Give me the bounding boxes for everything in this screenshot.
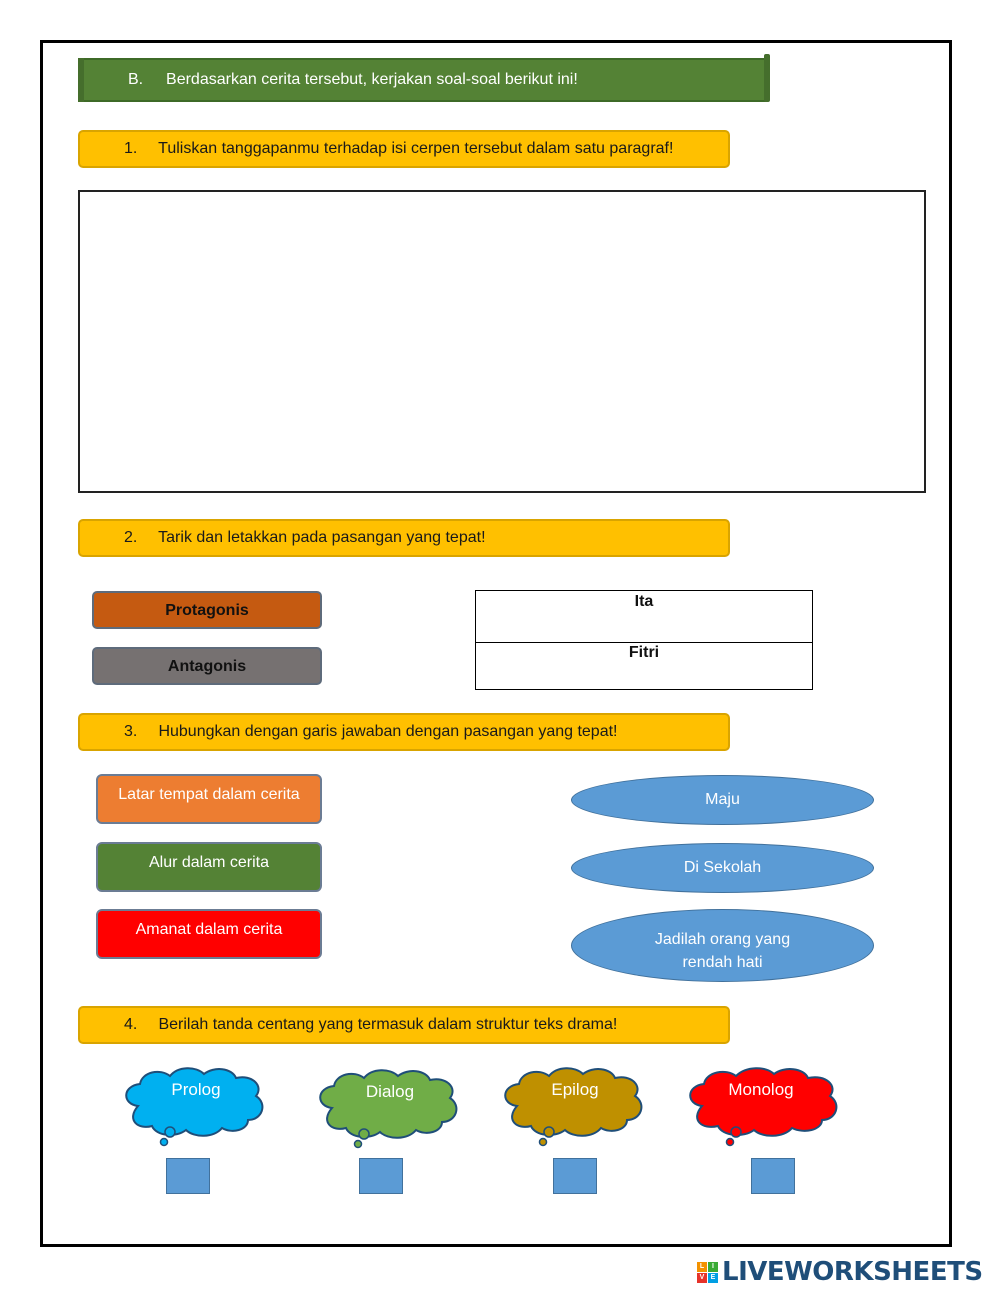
checkbox-epilog[interactable] (553, 1158, 597, 1194)
drop-target-label: Fitri (628, 644, 660, 661)
match-right-amanat-answer[interactable] (571, 909, 874, 982)
checkbox-monolog[interactable] (751, 1158, 795, 1194)
drop-target-ita[interactable] (476, 591, 812, 643)
question-text: Tarik dan letakkan pada pasangan yang tepat! (158, 529, 486, 546)
drop-target-table (475, 590, 813, 690)
thought-bubble-dialog (310, 1066, 470, 1156)
match-label: Amanat dalam cerita (135, 921, 283, 938)
match-label: Maju (705, 791, 740, 808)
question-text: Berilah tanda centang yang termasuk dalam struktur teks drama! (158, 1016, 618, 1033)
thought-bubble-monolog (680, 1064, 850, 1154)
question-number: 4. (124, 1016, 138, 1033)
section-b-letter: B. (128, 71, 144, 88)
match-right-maju[interactable] (571, 775, 874, 825)
checkbox-dialog[interactable] (359, 1158, 403, 1194)
drag-item-protagonis[interactable] (92, 591, 322, 629)
match-label-line2: rendah hati (682, 954, 763, 971)
question-2-banner (78, 519, 730, 557)
drag-item-antagonis[interactable] (92, 647, 322, 685)
match-label: Di Sekolah (683, 859, 762, 876)
question-1-banner (78, 130, 730, 168)
question-3-banner (78, 713, 730, 751)
match-left-alur[interactable] (96, 842, 322, 892)
match-left-amanat[interactable] (96, 909, 322, 959)
question-number: 2. (124, 529, 138, 546)
question-text: Hubungkan dengan garis jawaban dengan pasangan yang tepat! (158, 723, 618, 740)
section-b-banner (78, 58, 768, 102)
match-label: Alur dalam cerita (148, 854, 270, 871)
question-text: Tuliskan tanggapanmu terhadap isi cerpen tersebut dalam satu paragraf! (158, 140, 674, 157)
cloud-label: Monolog (728, 1080, 794, 1099)
cloud-label: Epilog (551, 1080, 599, 1099)
cloud-label: Prolog (171, 1080, 221, 1099)
cloud-icon (495, 1064, 655, 1154)
thought-bubble-epilog (495, 1064, 655, 1154)
match-label: Latar tempat dalam cerita (118, 786, 300, 803)
drag-item-label: Protagonis (165, 602, 249, 619)
cloud-icon (310, 1066, 470, 1156)
logo-text: LIVEWORKSHEETS (722, 1257, 983, 1287)
match-right-di-sekolah[interactable] (571, 843, 874, 893)
liveworksheets-logo (697, 1258, 983, 1286)
section-b-text: Berdasarkan cerita tersebut, kerjakan soal-soal berikut ini! (166, 71, 578, 88)
thought-bubble-prolog (116, 1064, 276, 1154)
question-number: 3. (124, 723, 138, 740)
question-4-banner (78, 1006, 730, 1044)
q1-answer-textarea[interactable] (78, 190, 926, 493)
match-label: Jadilah orang yang (654, 931, 791, 948)
question-number: 1. (124, 140, 138, 157)
cloud-icon (680, 1064, 850, 1154)
drop-target-fitri[interactable] (476, 642, 812, 690)
drop-target-label: Ita (634, 593, 654, 610)
checkbox-prolog[interactable] (166, 1158, 210, 1194)
cloud-icon (116, 1064, 276, 1154)
drag-item-label: Antagonis (167, 658, 247, 675)
cloud-label: Dialog (365, 1082, 415, 1101)
match-left-latar[interactable] (96, 774, 322, 824)
logo-icon: L I V E (697, 1262, 718, 1283)
